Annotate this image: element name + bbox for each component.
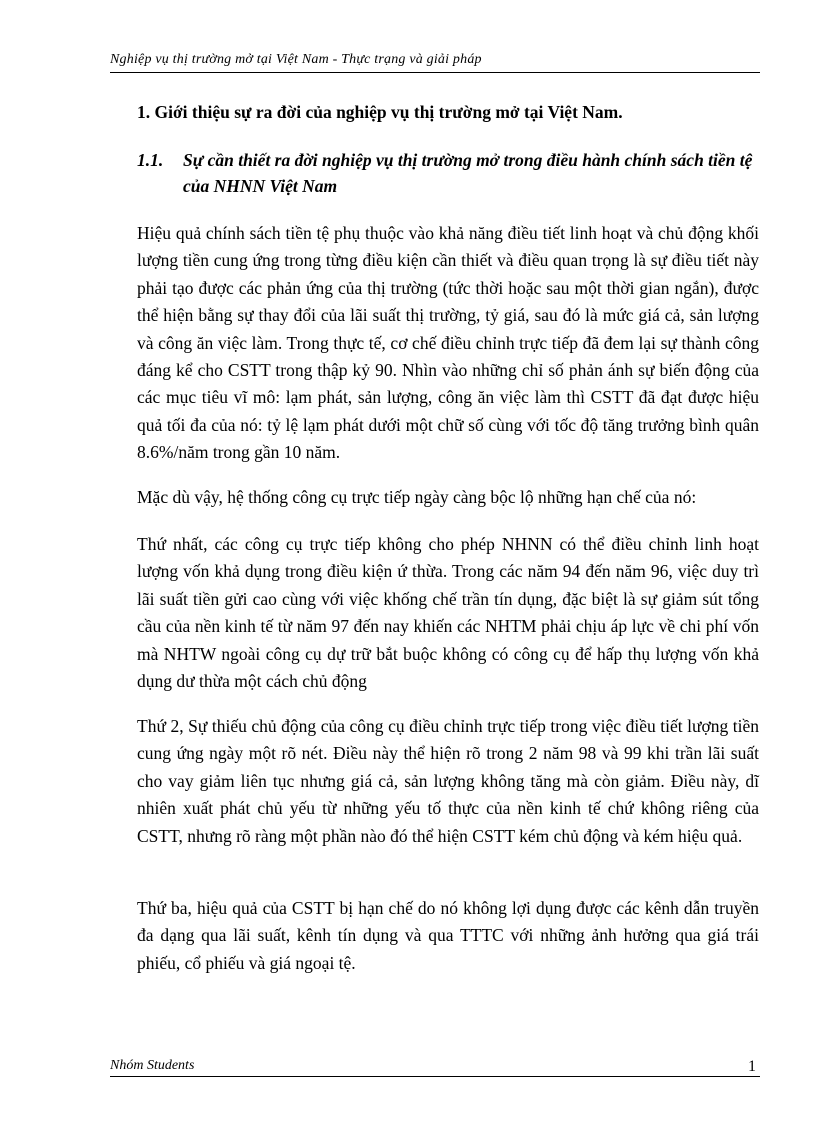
paragraph-5: Thứ ba, hiệu quả của CSTT bị hạn chế do nó không lợi dụng được các kênh dẫn truyền đa dạng qua lãi suất, kênh tín dụng và qua TTTC với những ảnh hưởng qua giá trái phiếu, cổ phiếu và giá ngoại tệ.	[137, 898, 759, 973]
paragraph-2: Mặc dù vậy, hệ thống công cụ trực tiếp ngày càng bộc lộ những hạn chế của nó:	[137, 487, 697, 507]
footer-label: Nhóm Students	[110, 1058, 195, 1073]
running-header: Nghiệp vụ thị trường mở tại Việt Nam - Thực trạng và giải pháp	[110, 52, 482, 67]
page-number: 1	[748, 1058, 756, 1075]
paragraph-4: Thứ 2, Sự thiếu chủ động của công cụ điều chỉnh trực tiếp trong việc điều tiết lượng tiền cung ứng ngày một rõ nét. Điều này thể hiện rõ trong 2 năm 98 và 99 khi trần lãi suất cho vay giảm liên tục nhưng giá cả, sản lượng không tăng mà còn giảm. Điều này, dĩ nhiên xuất phát chủ yếu từ những yếu tố thực của nền kinh tế chứ không riêng của CSTT, nhưng rõ ràng một phần nào đó thể hiện CSTT kém chủ động và kém hiệu quả.	[137, 716, 759, 846]
subsection-heading	[137, 147, 777, 199]
footer-divider	[110, 1076, 760, 1077]
header-divider	[110, 72, 760, 73]
subsection-number: 1.1.	[137, 150, 164, 170]
section-heading: 1. Giới thiệu sự ra đời của nghiệp vụ thị trường mở tại Việt Nam.	[137, 102, 623, 122]
paragraph-1: Hiệu quả chính sách tiền tệ phụ thuộc vào khả năng điều tiết linh hoạt và chủ động khối lượng tiền cung ứng trong từng điều kiện cần thiết và điều quan trọng là sự điều tiết này phải tạo được các phản ứng của thị trường (tức thời hoặc sau một thời gian ngắn), được thể hiện bằng sự thay đổi của lãi suất thị trường, tỷ giá, sau đó là mức giá cả, sản lượng và công ăn việc làm. Trong thực tế, cơ chế điều chỉnh trực tiếp đã đem lại sự thành công đáng kể cho CSTT trong thập kỷ 90. Nhìn vào những chỉ số phản ánh sự biến động của các mục tiêu vĩ mô: lạm phát, sản lượng, công ăn việc làm thì CSTT đã đạt được hiệu quả tối đa của nó: tỷ lệ lạm phát dưới một chữ số cùng với tốc độ tăng trưởng bình quân 8.6%/năm trong gần 10 năm.	[137, 223, 759, 463]
paragraph-3: Thứ nhất, các công cụ trực tiếp không cho phép NHNN có thể điều chỉnh linh hoạt lượng vốn khả dụng trong điều kiện ứ thừa. Trong các năm 94 đến năm 96, việc duy trì lãi suất tiền gửi cao cùng với việc khống chế trần tín dụng, đặc biệt là sự giảm sút tổng cầu của nền kinh tế từ năm 97 đến nay khiến các NHTM phải chịu áp lực về chi phí vốn mà NHTW ngoài công cụ dự trữ bắt buộc không có công cụ để hấp thụ lượng vốn khả dụng dư thừa một cách chủ động	[137, 534, 759, 692]
subsection-title: Sự cần thiết ra đời nghiệp vụ thị trường mở trong điều hành chính sách tiền tệ của NHNN Việt Nam	[183, 150, 753, 196]
